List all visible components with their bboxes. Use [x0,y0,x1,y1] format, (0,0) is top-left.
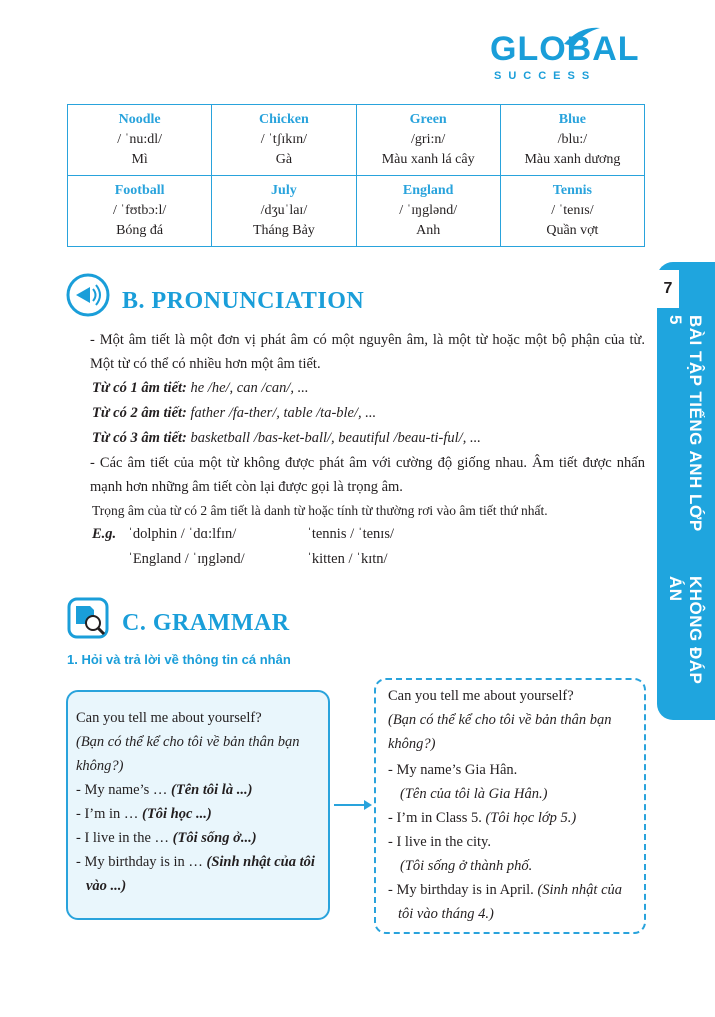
pattern-question: Can you tell me about yourself? [76,710,262,726]
section-title-pronunciation: B. PRONUNCIATION [122,288,365,314]
vocabulary-table [67,104,645,247]
stress-rule: Trọng âm của từ có 2 âm tiết là danh từ hoặc tính từ thường rơi vào âm tiết thứ nhất. [92,503,548,518]
example-line: - My birthday is in April. (Sinh nhật của tôi vào tháng 4.) [388,882,623,922]
table-row [68,176,645,247]
example-translation: (Tôi sống ở thành phố. [400,858,533,874]
example-box [374,678,646,934]
pattern-line: - My name’s … (Tên tôi là ...) [76,782,253,798]
edition-label: KHÔNG ĐÁP ÁN [666,576,705,685]
example-line: - My name’s Gia Hân. [388,762,518,778]
pattern-line: - I live in the … (Tôi sống ở...) [76,830,257,846]
side-tab-title [666,315,705,715]
book-title: BÀI TẬP TIẾNG ANH LỚP 5 [666,315,705,532]
table-cell: Green /gri:n/ Màu xanh lá cây [356,105,500,176]
table-cell: Noodle / ˈnu:dl/ Mì [68,105,212,176]
example-two-syllable: Từ có 2 âm tiết: father /fa-ther/, table /ta-ble/, ... [92,405,377,421]
table-cell: Chicken / ˈtʃɪkɪn/ Gà [212,105,356,176]
speaker-icon [66,273,110,317]
example-question: Can you tell me about yourself? [388,688,574,704]
eg-dolphin: ˈdolphin / ˈdɑ:lfɪn/ [128,526,237,542]
logo-sub-text: SUCCESS [494,70,597,82]
logo-swoosh-icon [562,24,602,48]
magnifier-icon [66,596,110,640]
example-translation: (Tên của tôi là Gia Hân.) [400,786,548,802]
table-cell: July /dʒuˈlaɪ/ Tháng Bảy [212,176,356,247]
table-cell: England / ˈɪŋglənd/ Anh [356,176,500,247]
pronunciation-paragraph-1: - Một âm tiết là một đơn vị phát âm có một nguyên âm, là một từ hoặc một bộ phận của từ. Một từ có thể có nhiều hơn một âm tiết. [90,332,645,372]
example-line: - I’m in Class 5. (Tôi học lớp 5.) [388,810,577,826]
table-cell: Blue /blu:/ Màu xanh dương [500,105,644,176]
eg-kitten: ˈkitten / ˈkɪtn/ [307,551,388,567]
grammar-subheading: 1. Hỏi và trả lời về thông tin cá nhân [67,652,291,667]
eg-label: E.g. [92,526,117,542]
section-title-grammar: C. GRAMMAR [122,610,290,636]
pattern-box [66,690,330,920]
example-three-syllable: Từ có 3 âm tiết: basketball /bas-ket-ball/, beautiful /beau-ti-ful/, ... [92,430,481,446]
example-question-translation: (Bạn có thể kể cho tôi về bản thân bạn không?) [388,712,612,752]
page-number: 7 [657,270,679,308]
table-row [68,105,645,176]
arrow-right-icon [334,797,374,813]
example-one-syllable: Từ có 1 âm tiết: he /he/, can /can/, ... [92,380,309,396]
pronunciation-paragraph-2: - Các âm tiết của một từ không được phát âm với cường độ giống nhau. Âm tiết được nhấn mạnh hơn những âm tiết còn lại được gọi là trọng âm. [90,455,645,495]
pattern-line: - I’m in … (Tôi học ...) [76,806,212,822]
example-line: - I live in the city. [388,834,491,850]
global-success-logo [490,30,640,90]
logo-main-text: GLOBAL [490,30,640,68]
pattern-question-translation: (Bạn có thể kể cho tôi về bản thân bạn không?) [76,734,300,774]
table-cell: Tennis / ˈtenɪs/ Quần vợt [500,176,644,247]
pattern-line: - My birthday is in … (Sinh nhật của tôi vào ...) [76,854,315,894]
table-cell: Football / ˈfʊtbɔ:l/ Bóng đá [68,176,212,247]
eg-tennis: ˈtennis / ˈtenɪs/ [307,526,394,542]
eg-england: ˈEngland / ˈɪŋglənd/ [128,551,245,567]
